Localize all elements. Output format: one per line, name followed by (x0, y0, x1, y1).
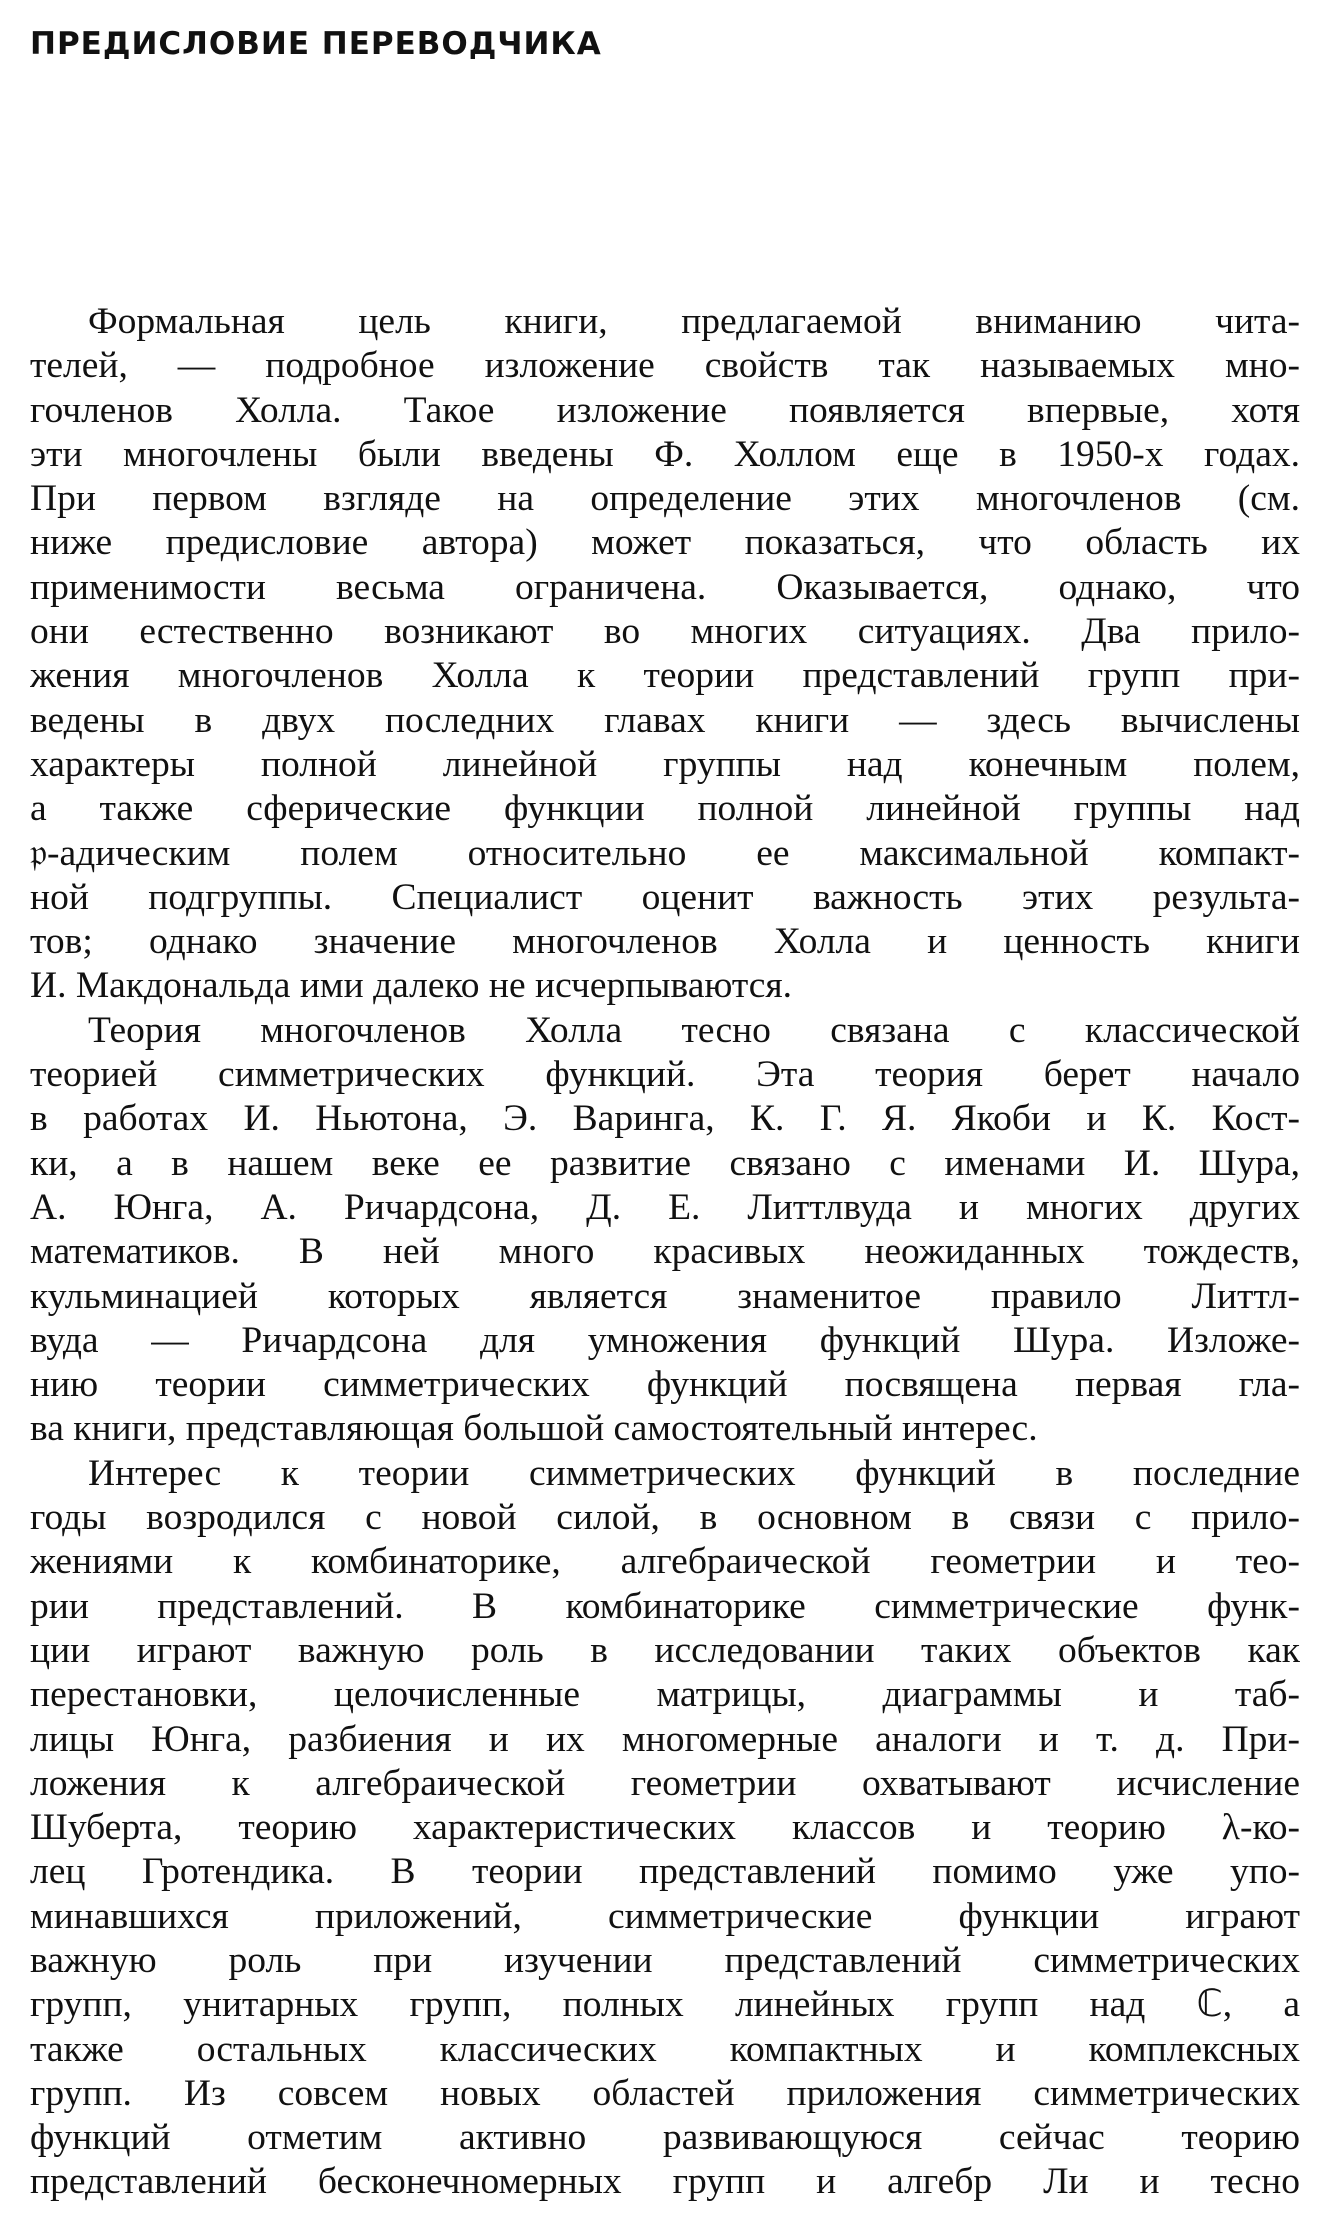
text-line: функций отметим активно развивающуюся сейчас теорию (30, 2117, 1300, 2159)
text-line: годы возродился с новой силой, в основном в связи с прило- (30, 1497, 1300, 1539)
text-line: жениями к комбинаторике, алгебраической геометрии и тео- (30, 1541, 1300, 1583)
text-line: гочленов Холла. Такое изложение появляется впервые, хотя (30, 389, 1300, 431)
text-line: А. Юнга, А. Ричардсона, Д. Е. Литтлвуда и многих других (30, 1186, 1300, 1228)
text-line: ции играют важную роль в исследовании таких объектов как (30, 1629, 1300, 1671)
text-line: рии представлений. В комбинаторике симметрические функ- (30, 1585, 1300, 1627)
text-line: ложения к алгебраической геометрии охватывают исчисление (30, 1762, 1300, 1804)
text-line: ведены в двух последних главах книги — здесь вычислены (30, 699, 1300, 741)
text-line: групп. Из совсем новых областей приложения симметрических (30, 2072, 1300, 2114)
paragraph-3 (30, 1452, 1300, 2205)
paragraph-2 (30, 1009, 1300, 1452)
text-line: жения многочленов Холла к теории представлений групп при- (30, 655, 1300, 697)
text-line: минавшихся приложений, симметрические функции играют (30, 1895, 1300, 1937)
text-line: перестановки, целочисленные матрицы, диаграммы и таб- (30, 1674, 1300, 1716)
text-line: а также сферические функции полной линейной группы над (30, 788, 1300, 830)
text-line: ки, а в нашем веке ее развитие связано с именами И. Шура, (30, 1142, 1300, 1184)
text-line: И. Макдональда ими далеко не исчерпываются. (30, 965, 792, 1007)
text-line: Интерес к теории симметрических функций в последние (88, 1452, 1300, 1494)
text-line: ва книги, представляющая большой самостоятельный интерес. (30, 1408, 1038, 1450)
text-line: тов; однако значение многочленов Холла и ценность книги (30, 921, 1300, 963)
text-line: Шуберта, теорию характеристических классов и теорию λ-ко- (30, 1807, 1300, 1849)
text-line: важную роль при изучении представлений симметрических (30, 1939, 1300, 1981)
page-heading: ПРЕДИСЛОВИЕ ПЕРЕВОДЧИКА (30, 26, 602, 62)
text-line: При первом взгляде на определение этих многочленов (см. (30, 478, 1300, 520)
text-line: характеры полной линейной группы над конечным полем, (30, 743, 1300, 785)
text-line: ной подгруппы. Специалист оценит важность этих результа- (30, 876, 1300, 918)
body-text (30, 300, 1300, 2205)
text-line: лицы Юнга, разбиения и их многомерные аналоги и т. д. При- (30, 1718, 1300, 1760)
text-line: лец Гротендика. В теории представлений помимо уже упо- (30, 1851, 1300, 1893)
text-line: в работах И. Ньютона, Э. Варинга, К. Г. Я. Якоби и К. Кост- (30, 1098, 1300, 1140)
text-line: групп, унитарных групп, полных линейных групп над ℂ, а (30, 1984, 1300, 2026)
text-line: 𝔭-адическим полем относительно ее максимальной компакт- (30, 832, 1300, 874)
text-line: эти многочлены были введены Ф. Холлом еще в 1950-х годах. (30, 433, 1300, 475)
text-line: применимости весьма ограничена. Оказывается, однако, что (30, 566, 1300, 608)
text-line: телей, — подробное изложение свойств так называемых мно- (30, 345, 1300, 387)
text-line: также остальных классических компактных и комплексных (30, 2028, 1300, 2070)
paragraph-1 (30, 300, 1300, 1009)
text-line: кульминацией которых является знаменитое правило Литтл- (30, 1275, 1300, 1317)
text-line: вуда — Ричардсона для умножения функций Шура. Изложе- (30, 1319, 1300, 1361)
text-line: Теория многочленов Холла тесно связана с классической (88, 1009, 1300, 1051)
text-line: они естественно возникают во многих ситуациях. Два прило- (30, 611, 1300, 653)
text-line: теорией симметрических функций. Эта теория берет начало (30, 1054, 1300, 1096)
text-line: представлений бесконечномерных групп и алгебр Ли и тесно (30, 2161, 1300, 2203)
text-line: Формальная цель книги, предлагаемой вниманию чита- (88, 301, 1300, 342)
text-line: нию теории симметрических функций посвящена первая гла- (30, 1364, 1300, 1406)
text-line: ниже предисловие автора) может показаться, что область их (30, 522, 1300, 564)
text-line: математиков. В ней много красивых неожиданных тождеств, (30, 1231, 1300, 1273)
